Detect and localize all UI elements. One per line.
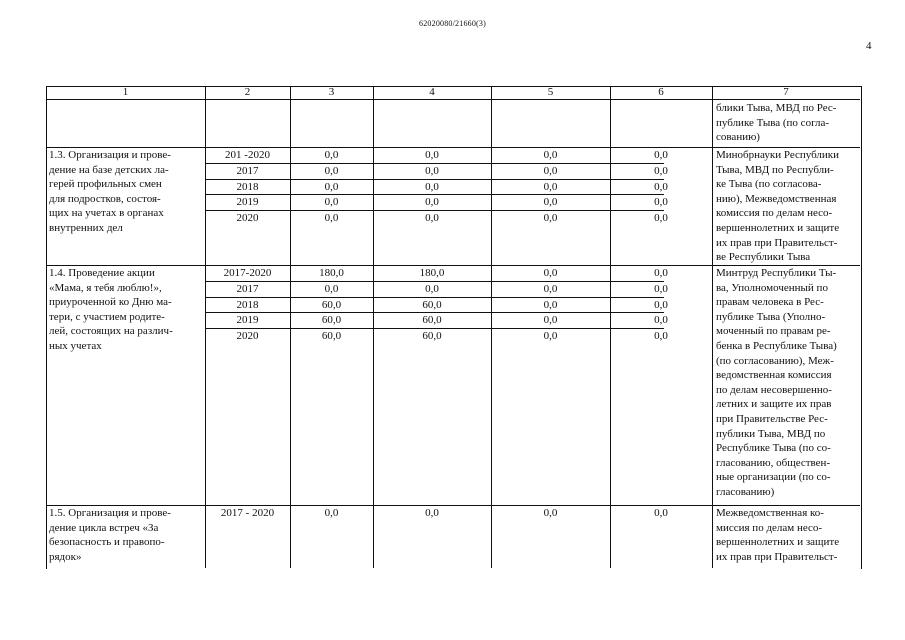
column-header-7: 7 (783, 86, 789, 98)
amount-cell: 0,0 (654, 149, 668, 161)
amount-cell: 0,0 (425, 164, 439, 177)
year-cell: 2018 (236, 298, 259, 311)
amount-cell: 180,0 (319, 267, 344, 279)
amount-cell: 0,0 (543, 314, 558, 327)
amount-cell: 0,0 (654, 282, 668, 295)
column-header-6: 6 (658, 86, 664, 98)
continuation-executors: блики Тыва, МВД по Рес- публике Тыва (по согла- сованию) (716, 102, 837, 144)
year-cell: 2018 (236, 180, 259, 193)
row-executors: Минобрнауки Республики Тыва, МВД по Республи- ке Тыва (по согласова- нию), Межведомственная комиссия по делам несо- вершеннолетних и защите их прав при Правительст- ве Республики Тыва (716, 149, 840, 264)
amount-cell: 0,0 (543, 507, 558, 519)
year-cell: 2017 - 2020 (220, 507, 275, 519)
amount-cell: 0,0 (543, 212, 558, 225)
amount-cell: 0,0 (324, 149, 339, 161)
amount-cell: 0,0 (324, 196, 339, 209)
amount-cell: 0,0 (543, 180, 558, 193)
year-cell: 2020 (236, 330, 259, 343)
amount-cell: 0,0 (543, 164, 558, 177)
row-name: 1.4. Проведение акции «Мама, я тебя люблю!», приуроченной ко Дню ма- тери, с участием родите- лей, состоящих на различ- ных учетах (49, 267, 173, 352)
year-cell: 2017 (236, 164, 259, 177)
amount-cell: 0,0 (425, 282, 439, 295)
amount-cell: 60,0 (422, 330, 442, 343)
amount-cell: 0,0 (654, 507, 668, 519)
column-header-2: 2 (244, 86, 251, 98)
amount-cell: 0,0 (543, 267, 558, 279)
amount-cell: 0,0 (425, 149, 439, 161)
year-cell: 2019 (236, 196, 259, 209)
row-name: 1.3. Организация и прове- дение на базе детских ла- герей профильных смен для подростков, состоя- щих на учетах в органах внутренних дел (49, 149, 171, 234)
column-header-5: 5 (547, 86, 554, 98)
amount-cell: 0,0 (324, 282, 339, 295)
amount-cell: 180,0 (419, 267, 445, 279)
column-header-3: 3 (328, 86, 335, 98)
amount-cell: 0,0 (324, 507, 339, 519)
amount-cell: 60,0 (321, 298, 342, 311)
amount-cell: 0,0 (324, 180, 339, 193)
amount-cell: 60,0 (321, 314, 342, 327)
year-cell: 2017 (236, 282, 259, 295)
amount-cell: 0,0 (654, 196, 668, 209)
amount-cell: 0,0 (654, 212, 668, 225)
amount-cell: 0,0 (654, 267, 668, 279)
column-header-1: 1 (122, 86, 129, 98)
year-cell: 201 -2020 (225, 149, 270, 161)
amount-cell: 0,0 (654, 314, 668, 327)
year-cell: 2019 (236, 314, 259, 327)
year-cell: 2020 (236, 212, 259, 225)
amount-cell: 0,0 (543, 196, 558, 209)
row-name: 1.5. Организация и прове- дение цикла встреч «За безопасность и правопо- рядок» (49, 507, 171, 563)
amount-cell: 60,0 (422, 298, 442, 311)
amount-cell: 0,0 (654, 330, 668, 343)
amount-cell: 0,0 (425, 196, 439, 209)
amount-cell: 0,0 (543, 330, 558, 343)
amount-cell: 60,0 (422, 314, 442, 327)
amount-cell: 0,0 (324, 164, 339, 177)
amount-cell: 0,0 (654, 164, 668, 177)
amount-cell: 0,0 (543, 149, 558, 161)
amount-cell: 0,0 (654, 180, 668, 193)
row-executors: Минтруд Республики Ты- ва, Уполномоченный по правам человека в Рес- публике Тыва (Уполно- моченный по правам ре- бенка в Республике Тыва) (по согласованию), Меж- ведомственная комиссия по делам несовершенно- летних и защите их прав при Правительстве Рес- публики Тыва, МВД по Республике Тыва (по со- гласованию, обществен- ные организации (по со- гласованию) (716, 267, 837, 498)
amount-cell: 0,0 (324, 212, 339, 225)
amount-cell: 0,0 (543, 298, 558, 311)
page-number: 4 (866, 40, 872, 52)
amount-cell: 60,0 (321, 330, 342, 343)
amount-cell: 0,0 (425, 507, 439, 519)
year-cell: 2017-2020 (223, 267, 272, 279)
header-divider (46, 99, 860, 100)
column-divider (712, 86, 713, 568)
amount-cell: 0,0 (425, 212, 439, 225)
column-header-4: 4 (429, 86, 435, 98)
document-id: 62020080/21660(3) (419, 19, 486, 28)
amount-cell: 0,0 (543, 282, 558, 295)
amount-cell: 0,0 (425, 180, 439, 193)
amount-cell: 0,0 (654, 298, 668, 311)
row-executors: Межведомственная ко- миссия по делам несо- вершеннолетних и защите их прав при Правительст- (716, 507, 840, 563)
